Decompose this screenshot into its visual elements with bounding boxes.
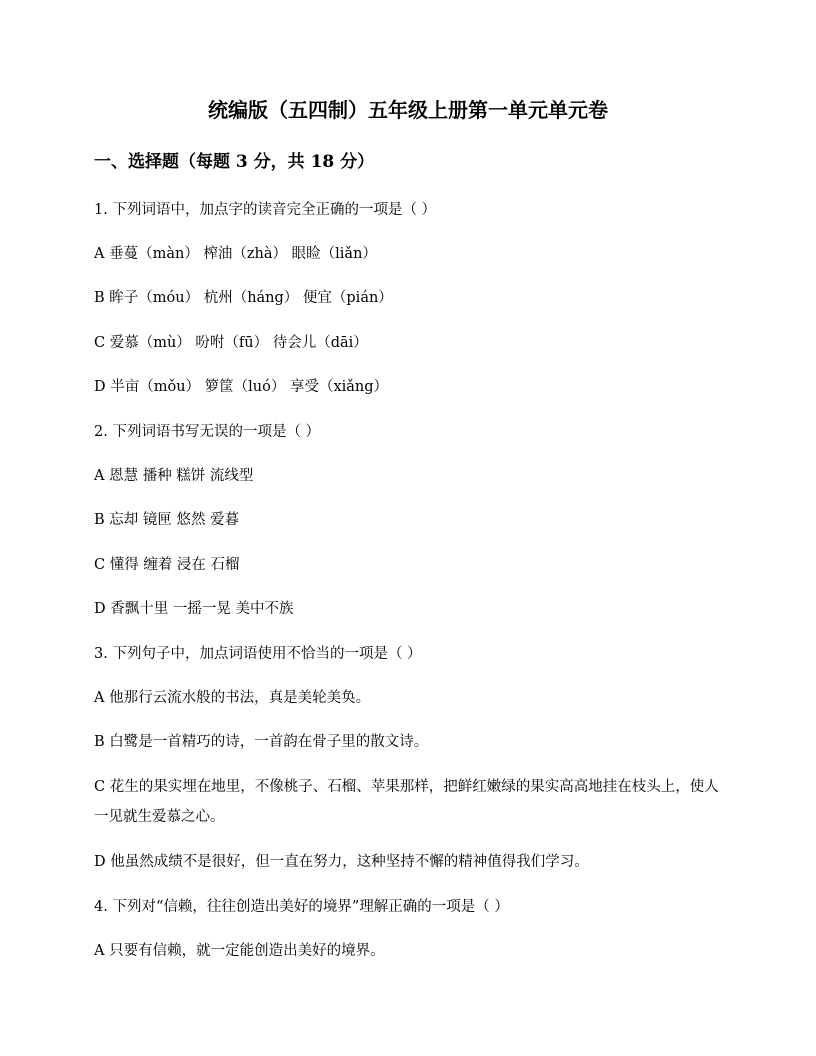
question-1-option-d: D 半亩（mǒu） 箩筐（luó） 享受（xiǎng） <box>94 379 389 395</box>
question-1-option-b: B 眸子（móu） 杭州（háng） 便宜（pián） <box>94 290 393 306</box>
question-3-option-c: C 花生的果实埋在地里，不像桃子、石榴、苹果那样，把鲜红嫩绿的果实高高地挂在枝头上，使人一见就生爱慕之心。 <box>94 779 719 825</box>
question-3-option-b: B 白鹭是一首精巧的诗，一首韵在骨子里的散文诗。 <box>94 734 429 750</box>
question-1-stem: 1. 下列词语中，加点字的读音完全正确的一项是（ ） <box>94 202 437 218</box>
question-3-option-d: D 他虽然成绩不是很好，但一直在努力，这种坚持不懈的精神值得我们学习。 <box>94 854 589 870</box>
section-heading: 一、选择题（每题 3 分，共 18 分） <box>94 152 375 172</box>
question-2-option-b: B 忘却 镜匣 悠然 爱暮 <box>94 512 240 528</box>
question-2-stem: 2. 下列词语书写无误的一项是（ ） <box>94 424 321 440</box>
question-2-option-d: D 香飘十里 一摇一晃 美中不族 <box>94 601 294 617</box>
question-3-option-a: A 他那行云流水般的书法，真是美轮美奂。 <box>94 690 371 706</box>
question-4-option-a: A 只要有信赖，就一定能创造出美好的境界。 <box>94 943 385 959</box>
question-4-stem: 4. 下列对“信赖，往往创造出美好的境界”理解正确的一项是（ ） <box>94 899 509 915</box>
question-2-option-c: C 懂得 缠着 浸在 石榴 <box>94 557 240 573</box>
document-title: 统编版（五四制）五年级上册第一单元单元卷 <box>208 98 608 122</box>
question-2-option-a: A 恩慧 播种 糕饼 流线型 <box>94 468 254 484</box>
question-1-option-c: C 爱慕（mù） 吩咐（fū） 待会儿（dāi） <box>94 335 368 351</box>
question-1-option-a: A 垂蔓（màn） 榨油（zhà） 眼睑（liǎn） <box>94 246 377 262</box>
question-3-stem: 3. 下列句子中，加点词语使用不恰当的一项是（ ） <box>94 646 422 662</box>
